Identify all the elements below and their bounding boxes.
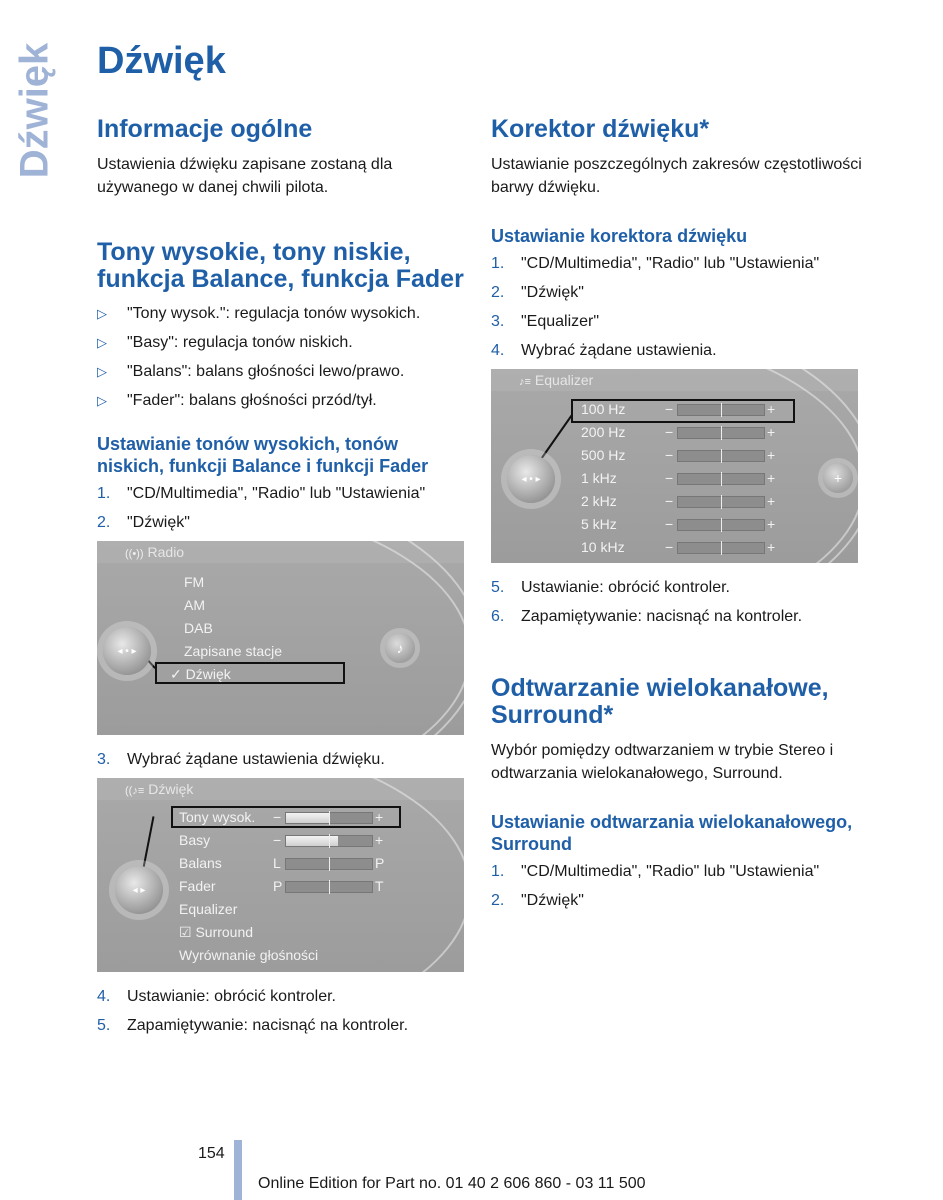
- sound-row-bass: Basy − +: [179, 832, 384, 848]
- eq-plus-label: +: [767, 447, 776, 463]
- subsection-title-surround-setup: Ustawianie odtwarzania wielokanałowego, Surround: [491, 812, 853, 854]
- list-item: 3. "Equalizer": [491, 313, 600, 330]
- selection-highlight: [155, 662, 345, 684]
- eq-minus-label: −: [665, 493, 674, 509]
- section-title-tones: Tony wysokie, tony niskie, funkcja Balance, funkcja Fader: [97, 238, 464, 293]
- eq-minus-label: −: [665, 470, 674, 486]
- menu-item: AM: [184, 597, 205, 613]
- subsection-title-equalizer-setup: Ustawianie korektora dźwięku: [491, 226, 748, 246]
- list-item: 4. Wybrać żądane ustawienia.: [491, 342, 717, 359]
- steps-list: [97, 749, 469, 770]
- sound-icon: ((♪≡: [125, 785, 145, 797]
- eq-band-label: 2 kHz: [581, 493, 617, 509]
- equalizer-text: Ustawianie poszczególnych zakresów częstotliwości barwy dźwięku.: [491, 156, 862, 196]
- list-item: 1. "CD/Multimedia", "Radio" lub "Ustawienia": [97, 485, 426, 502]
- eq-band-row: [491, 421, 858, 443]
- list-item: ▷ "Fader": balans głośności przód/tył.: [97, 392, 377, 409]
- steps-list: [97, 986, 469, 1036]
- eq-plus-label: +: [767, 539, 776, 555]
- fader-slider: [285, 881, 373, 893]
- footer-accent-bar: [234, 1140, 242, 1200]
- tones-bullet-list: [97, 303, 469, 411]
- eq-minus-label: −: [665, 539, 674, 555]
- bullet-icon: ▷: [97, 335, 107, 350]
- list-item: 6. Zapamiętywanie: nacisnąć na kontroler.: [491, 608, 803, 625]
- menu-item: FM: [184, 574, 205, 590]
- eq-minus-label: −: [665, 401, 674, 417]
- list-item: 2. "Dźwięk": [491, 284, 584, 301]
- list-item: ▷ "Tony wysok.": regulacja tonów wysokich.: [97, 305, 421, 322]
- list-item: 1. "CD/Multimedia", "Radio" lub "Ustawienia": [491, 863, 820, 880]
- sound-row-treble: Tony wysok. − +: [179, 809, 384, 825]
- screen-header: ♪≡ Equalizer: [491, 369, 858, 391]
- eq-band-label: 500 Hz: [581, 447, 626, 463]
- eq-band-row: [491, 513, 858, 535]
- page-number: 154: [198, 1145, 225, 1162]
- menu-item-selected: ✓ Dźwięk: [170, 666, 231, 682]
- bass-slider: [285, 835, 373, 847]
- eq-plus-label: +: [767, 493, 776, 509]
- list-item: 5. Zapamiętywanie: nacisnąć na kontroler.: [97, 1017, 409, 1034]
- eq-band-label: 1 kHz: [581, 470, 617, 486]
- list-item: 3. Wybrać żądane ustawienia dźwięku.: [97, 751, 385, 768]
- controller-knob-icon: ◂ ▸: [115, 866, 163, 914]
- eq-band-slider: [677, 450, 765, 462]
- page-title: Dźwięk: [97, 40, 226, 82]
- bullet-icon: ▷: [97, 364, 107, 379]
- selection-highlight: [571, 399, 795, 423]
- left-column: [97, 116, 469, 1044]
- steps-list: [97, 483, 469, 533]
- section-title-surround: Odtwarzanie wielokanałowe, Surround*: [491, 674, 829, 729]
- right-knob-icon: ♪: [385, 633, 415, 663]
- menu-item: Wyrównanie głośności: [179, 947, 319, 963]
- list-item: 2. "Dźwięk": [491, 892, 584, 909]
- equalizer-screenshot: [491, 369, 858, 563]
- footer-edition: Online Edition for Part no. 01 40 2 606 860 - 03 11 500: [258, 1175, 646, 1192]
- eq-band-label: 200 Hz: [581, 424, 626, 440]
- eq-band-label: 10 kHz: [581, 539, 625, 555]
- section-title-equalizer: Korektor dźwięku*: [491, 115, 710, 143]
- eq-band-slider: [677, 519, 765, 531]
- eq-band-label: 5 kHz: [581, 516, 617, 532]
- menu-item: Equalizer: [179, 901, 238, 917]
- selection-highlight: [171, 806, 401, 828]
- list-item: ▷ "Balans": balans głośności lewo/prawo.: [97, 363, 405, 380]
- eq-band-row: [491, 536, 858, 558]
- list-item: 5. Ustawianie: obrócić kontroler.: [491, 579, 730, 596]
- eq-plus-label: +: [767, 470, 776, 486]
- eq-plus-label: +: [767, 401, 776, 417]
- eq-minus-label: −: [665, 447, 674, 463]
- menu-item: Zapisane stacje: [184, 643, 283, 659]
- sound-row-balance: Balans L P: [179, 855, 385, 871]
- side-tab: [12, 40, 58, 180]
- side-tab-label: Dźwięk: [12, 42, 57, 178]
- section-title-general: Informacje ogólne: [97, 115, 313, 143]
- bullet-icon: ▷: [97, 393, 107, 408]
- controller-knob-icon: ◂ • ▸: [507, 455, 555, 503]
- steps-list: [491, 577, 863, 627]
- eq-minus-label: −: [665, 424, 674, 440]
- balance-slider: [285, 858, 373, 870]
- equalizer-icon: ♪≡: [519, 376, 531, 388]
- radio-menu-screenshot: [97, 541, 464, 735]
- controller-knob-icon: ◂ • ▸: [103, 627, 151, 675]
- add-knob-icon: +: [823, 463, 853, 493]
- eq-band-slider: [677, 427, 765, 439]
- list-item: 2. "Dźwięk": [97, 514, 190, 531]
- menu-item: ☑ Surround: [179, 924, 254, 940]
- steps-list: [491, 253, 863, 361]
- sound-row-fader: Fader P T: [179, 878, 384, 894]
- bullet-icon: ▷: [97, 306, 107, 321]
- subsection-title-tones-setup: Ustawianie tonów wysokich, tonów niskich, funkcji Balance i funkcji Fader: [97, 434, 429, 476]
- right-column: [491, 116, 863, 919]
- eq-band-slider: [677, 542, 765, 554]
- eq-band-slider: [677, 473, 765, 485]
- screen-header: ((•)) Radio: [97, 541, 464, 563]
- menu-item: DAB: [184, 620, 213, 636]
- list-item: 1. "CD/Multimedia", "Radio" lub "Ustawienia": [491, 255, 820, 272]
- surround-text: Wybór pomiędzy odtwarzaniem w trybie Stereo i odtwarzania wielokanałowego, Surround.: [491, 742, 834, 782]
- steps-list: [491, 861, 863, 911]
- list-item: ▷ "Basy": regulacja tonów niskich.: [97, 334, 353, 351]
- eq-band-label: 100 Hz: [581, 401, 626, 417]
- sound-menu-screenshot: [97, 778, 464, 972]
- radio-icon: ((•)): [125, 548, 144, 560]
- general-text: Ustawienia dźwięku zapisane zostaną dla używanego w danej chwili pilota.: [97, 156, 393, 196]
- eq-minus-label: −: [665, 516, 674, 532]
- eq-band-slider: [677, 496, 765, 508]
- screen-header: ((♪≡ Dźwięk: [97, 778, 464, 800]
- eq-plus-label: +: [767, 516, 776, 532]
- list-item: 4. Ustawianie: obrócić kontroler.: [97, 988, 336, 1005]
- eq-plus-label: +: [767, 424, 776, 440]
